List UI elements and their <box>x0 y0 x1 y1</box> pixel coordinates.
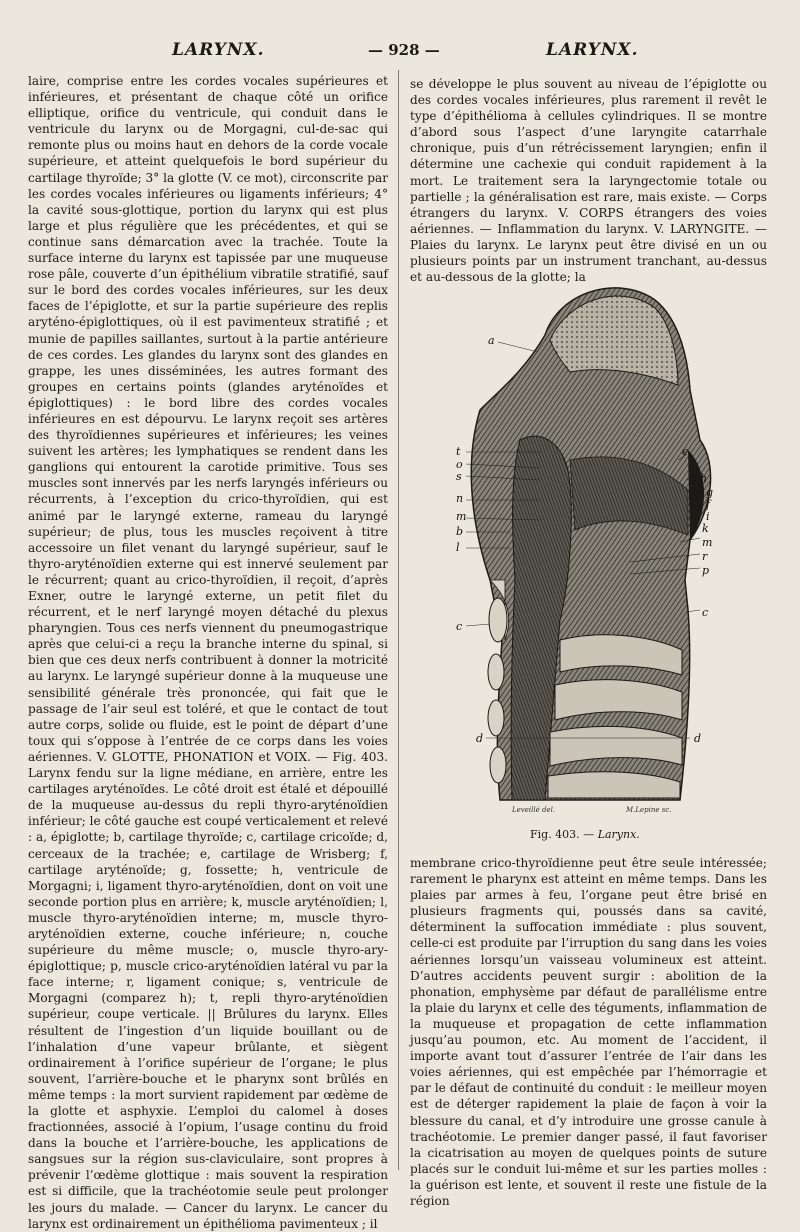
fig-label-l: l <box>456 541 460 554</box>
caption-title: Larynx. <box>597 828 640 841</box>
fig-label-s: s <box>456 470 462 483</box>
left-column <box>28 73 388 1231</box>
fig-label-r: r <box>702 550 708 563</box>
right-column-top <box>410 76 767 285</box>
larynx-engraving <box>450 280 760 820</box>
fig-label-e: e <box>682 445 689 458</box>
figure-caption <box>530 828 710 841</box>
fig-label-o: o <box>456 458 463 471</box>
fig-label-n: n <box>456 492 464 505</box>
fig-label-b: b <box>456 525 464 538</box>
right-column-bottom <box>410 855 767 1208</box>
fig-label-p: p <box>702 564 710 577</box>
fig-label-t: t <box>456 445 461 458</box>
fig-label-d-left: d <box>476 732 484 745</box>
fig-label-c-left: c <box>456 620 463 633</box>
engraver-signature-left: Leveillé del. <box>512 806 556 814</box>
page-number: — 928 — <box>368 41 440 59</box>
right-column-bottom-text: membrane crico-thyroïdienne peut être seule intéressée; rarement le pharynx est atteint en même temps. Dans les plaies par armes à feu, l’organe peut être brisé en plusieurs fragments qui, poussés dans sa cavité, déterminent la suffocation immédiate : plus souvent, celle-ci est produite par l’irruption du sang dans les voies aériennes lorsqu’un vaisseau volumineux est atteint. D’autres accidents peuvent surgir : abolition de la phonation, emphysème par défaut de parallélisme entre la plaie du larynx et celle des téguments, inflammation de la muqueuse et propagation de cette inflammation jusqu’au poumon, etc. Au moment de l’accident, il importe avant tout d’assurer l’entrée de l’air dans les voies aériennes, qui est empêchée par l’hémorragie et par le défaut de continuité du conduit : le meilleur moyen est de déterger rapidement la plaie de façon à voir la blessure du canal, et d’y introduire une grosse canule à trachéotomie. Le premier danger passé, il faut favoriser la cicatrisation au moyen de quelques points de suture placés sur le conduit lui-même et sur les parties molles : la guérison est lente, et souvent il reste une fistule de la région <box>410 856 767 1208</box>
fig-label-m: m <box>456 510 467 523</box>
running-head-right: LARYNX. <box>546 40 639 60</box>
engraver-signature-right: M.Lepine sc. <box>626 806 672 814</box>
fig-label-k: k <box>702 522 709 535</box>
fig-label-d-right: d <box>694 732 702 745</box>
column-divider <box>398 70 399 1170</box>
right-column-top-text: se développe le plus souvent au niveau de l’épiglotte ou des cordes vocales inférieures, plus rarement il revêt le type d’épithélioma à cellules cylindriques. Il se montre d’abord sous l’aspect d’une laryngite catarrhale chronique, puis d’un rétrécissement laryngien; enfin il détermine une cachexie qui conduit rapidement à la mort. Le traitement sera la laryngectomie totale ou partielle ; la généralisation est rare, mais existe. — Corps étrangers du larynx. V. CORPS étrangers des voies aériennes. — Inflammation du larynx. V. LARYNGITE. — Plaies du larynx. Le larynx peut être divisé en un ou plusieurs points par un instrument tranchant, au-dessus et au-dessous de la glotte; la <box>410 77 767 285</box>
larynx-figure <box>450 280 760 820</box>
fig-label-h: h <box>700 472 708 485</box>
running-head-left: LARYNX. <box>172 40 265 60</box>
caption-number: Fig. 403. — <box>530 828 595 841</box>
fig-label-c-right: c <box>702 606 709 619</box>
left-column-text: laire, comprise entre les cordes vocales supérieures et inférieures, et présentant de chaque côté un orifice elliptique, orifice du ventricule, qui conduit dans le ventricule du larynx ou de Morgagni, cul-de-sac qui remonte plus ou moins haut en dehors de la corde vocale supérieure, et atteint quelquefois le bord supérieur du cartilage thyroïde; 3° la glotte (V. ce mot), circonscrite par les cordes vocales inférieures ou ligaments inférieurs; 4° la cavité sous-glottique, portion du larynx qui est plus large et plus régulière que les précédentes, et qui se continue sans démarcation avec la trachée. Toute la surface interne du larynx est tapissée par une muqueuse rose pâle, couverte d’un épithélium vibratile stratifié, sauf sur le bord des cordes vocales inférieures, sur les deux faces de l’épiglotte, et sur la partie supérieure des replis aryténo-épiglottiques, où il est pavimenteux stratifié ; et munie de papilles saillantes, surtout à la partie antérieure de ces cordes. Les glandes du larynx sont des glandes en grappe, les unes disséminées, les autres formant des groupes en certains points (glandes aryténoïdes et épiglottiques) : le bord libre des cordes vocales inférieures en est dépourvu. Le larynx reçoit ses artères des thyroïdiennes supérieures et inférieures; les veines suivent les artères; les lymphatiques se rendent dans les ganglions qui entourent la carotide primitive. Tous ses muscles sont innervés par les nerfs laryngés inférieurs ou récurrents, à l’exception du crico-thyroïdien, qui est animé par le laryngé externe, rameau du laryngé supérieur; de plus, tous les muscles reçoivent à titre accessoire un filet venant du laryngé supérieur, sauf le thyro-aryténoïdien externe qui est innervé seulement par le récurrent; quant au crico-thyroïdien, il reçoit, d’après Exner, outre le laryngé externe, un petit filet du récurrent, et le nerf laryngé moyen détaché du plexus pharyngien. Tous ces nerfs viennent du pneumogastrique après que celui-ci a reçu la branche interne du spinal, si bien que ces deux nerfs contribuent à donner la motricité au larynx. Le laryngé supérieur donne à la muqueuse une sensibilité générale très prononcée, qui fait que le passage de l’air seul est toléré, et que le contact de tout autre corps, solide ou fluide, est le point de départ d’une toux qui s’oppose à l’entrée de ce corps dans les voies aériennes. V. GLOTTE, PHONATION et VOIX. — Fig. 403. Larynx fendu sur la ligne médiane, en arrière, entre les cartilages aryténoïdes. Le côté droit est étalé et dépouillé de la muqueuse au-dessus du repli thyro-aryténoïdien inférieur; le côté gauche est coupé verticalement et relevé : a, épiglotte; b, cartilage thyroïde; c, cartilage cricoïde; d, cerceaux de la trachée; e, cartilage de Wrisberg; f, cartilage aryténoïde; g, fossette; h, ventricule de Morgagni; i, ligament thyro-aryténoïdien, dont on voit une seconde portion plus en arrière; k, muscle aryténoïdien; l, muscle thyro-aryténoïdien interne; m, muscle thyro-aryténoïdien externe, couche inférieure; n, couche supérieure du même muscle; o, muscle thyro-ary-épiglottique; p, muscle crico-aryténoïdien latéral vu par la face interne; r, ligament conique; s, ventricule de Morgagni (comparez h); t, repli thyro-aryténoïdien supérieur, coupe verticale. || Brûlures du larynx. Elles résultent de l’ingestion d’un liquide bouillant ou de l’inhalation d’une vapeur brûlante, et siègent ordinairement à l’orifice supérieur de l’organe; le plus souvent, l’arrière-bouche et le pharynx sont brûlés en même temps : la mort survient rapidement par œdème de la glotte et asphyxie. L’emploi du calomel à doses fractionnées, associé à l’opium, l’usage continu du froid dans la bouche et l’arrière-bouche, les applications de sangsues sur la région sus-claviculaire, sont propres à prévenir l’œdème glottique : mais souvent la respiration est si difficile, que la trachéotomie seule peut prolonger les jours du malade. — Cancer du larynx. Le cancer du larynx est ordinairement un épithélioma pavimenteux ; il <box>28 74 388 1231</box>
fig-label-i: i <box>706 510 710 523</box>
page-header <box>0 36 800 64</box>
fig-label-a: a <box>488 334 495 347</box>
fig-label-m-right: m <box>702 536 713 549</box>
fig-label-f: f <box>706 498 711 511</box>
fig-label-g: g <box>706 486 714 499</box>
